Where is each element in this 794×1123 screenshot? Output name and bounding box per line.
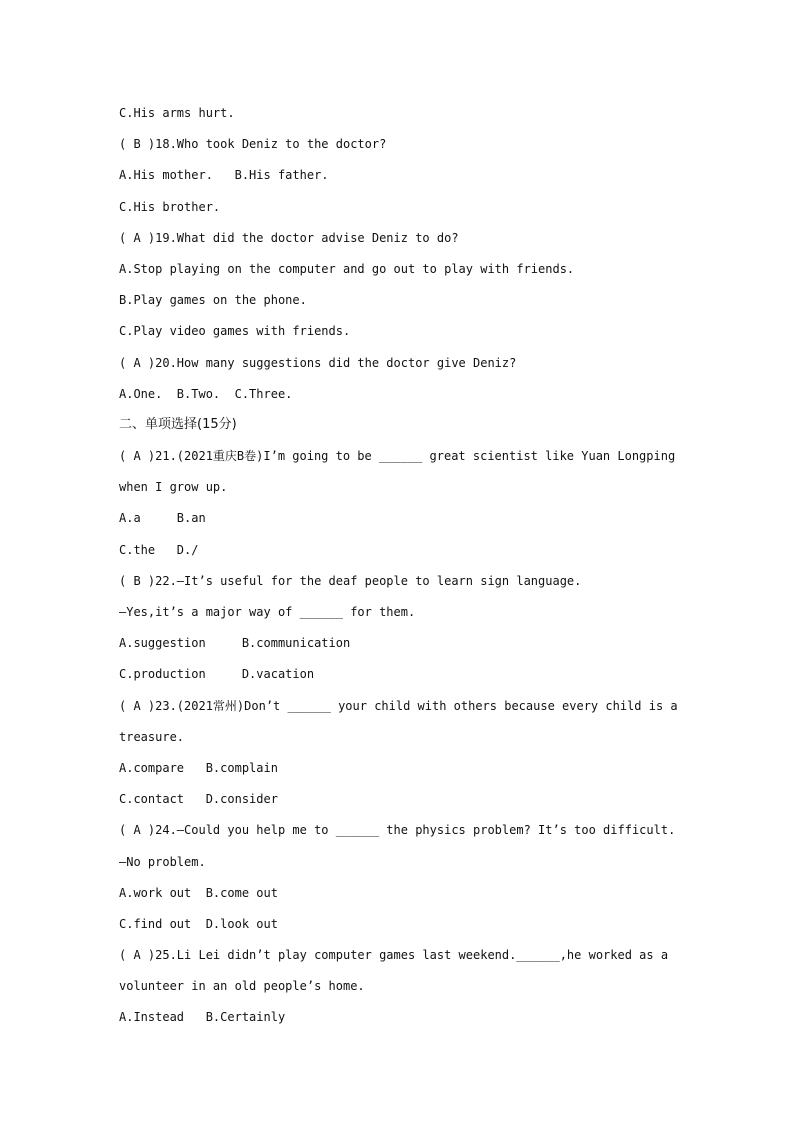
option-line: A.compare B.complain (119, 760, 278, 775)
question-line: ( A )25.Li Lei didn’t play computer games last weekend.______,he worked as a (119, 948, 669, 963)
option-line: B.Play games on the phone. (119, 293, 307, 308)
question-line: ( B )22.—It’s useful for the deaf people to learn sign language. (119, 573, 582, 588)
question-continuation: treasure. (119, 729, 185, 744)
question-lines (119, 103, 719, 1039)
question-line: ( A )19.What did the doctor advise Deniz to do? (119, 230, 459, 245)
question-line: ( B )18.Who took Deniz to the doctor? (119, 137, 387, 152)
question-line: ( A )23.(2021常州)Don’t ______ your child with others because every child is a (119, 698, 678, 713)
question-continuation: when I grow up. (119, 480, 228, 495)
question-line: ( A )24.—Could you help me to ______ the physics problem? It’s too difficult. (119, 823, 676, 838)
option-line: C.His arms hurt. (119, 106, 235, 120)
option-line: A.Instead B.Certainly (119, 1010, 286, 1025)
option-line: A.His mother. B.His father. (119, 168, 329, 183)
option-line: C.production D.vacation (119, 667, 315, 682)
option-line: C.Play video games with friends. (119, 324, 351, 339)
option-line: A.Stop playing on the computer and go out to play with friends. (119, 261, 575, 276)
option-line: C.find out D.look out (119, 916, 278, 931)
question-continuation: volunteer in an old people’s home. (119, 979, 365, 994)
option-line: A.One. B.Two. C.Three. (119, 386, 293, 401)
option-line: A.a B.an (119, 511, 206, 526)
option-line: C.the D./ (119, 542, 199, 557)
dialogue-line: —No problem. (119, 854, 206, 869)
option-line: A.suggestion B.communication (119, 636, 351, 651)
question-line: ( A )20.How many suggestions did the doctor give Deniz? (119, 355, 517, 370)
option-line: A.work out B.come out (119, 885, 278, 900)
dialogue-line: —Yes,it’s a major way of ______ for them. (119, 605, 416, 619)
option-line: C.contact D.consider (119, 792, 278, 807)
section-heading: 二、单项选择(15分) (119, 416, 237, 432)
option-line: C.His brother. (119, 199, 221, 214)
question-line: ( A )21.(2021重庆B卷)I’m going to be ______ great scientist like Yuan Longping (119, 449, 676, 464)
